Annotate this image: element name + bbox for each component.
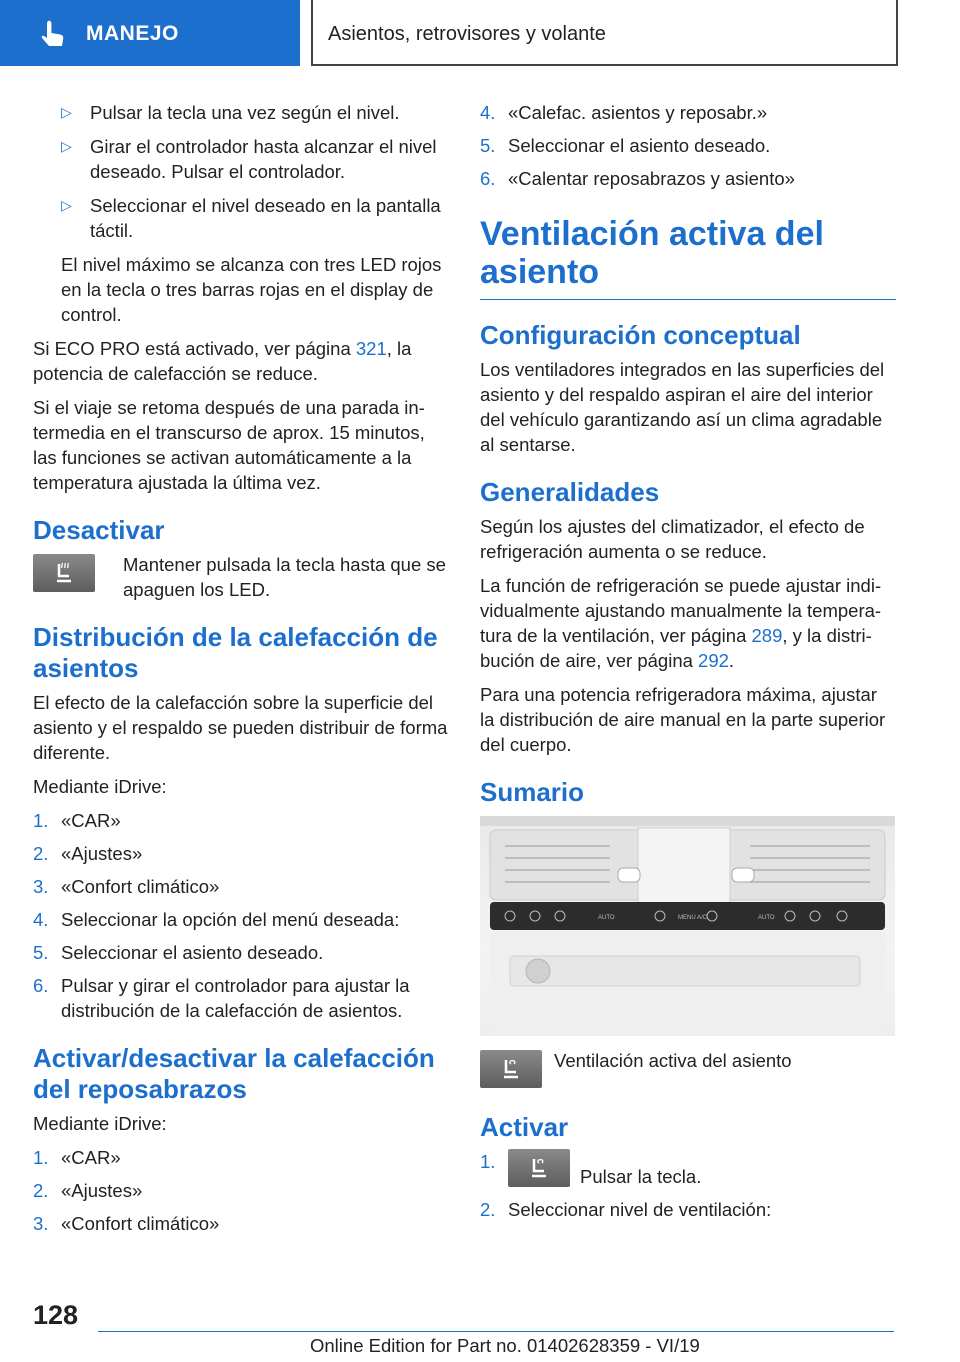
list-item: 6. Pulsar y girar el controlador para ajustar la distribución de la calefacción de asientos.	[33, 975, 410, 1021]
page-link[interactable]: 292	[698, 650, 729, 671]
max-level-note: El nivel máximo se alcanza con tres LED rojos en la tecla o tres barras rojas en el display de control.	[61, 254, 442, 325]
bullet-item: ▷ Seleccionar el nivel deseado en la pantalla táctil.	[61, 195, 441, 241]
list-item: 3. «Confort climático»	[33, 1213, 220, 1234]
photo-button-label: AUTO	[598, 915, 615, 921]
via-idrive: Mediante iDrive:	[33, 776, 167, 797]
footer-rule	[98, 1331, 894, 1332]
heading-summary: Sumario	[480, 777, 585, 807]
right-column	[480, 100, 896, 1230]
climate-panel-illustration	[480, 816, 895, 1036]
deactivate-row	[33, 552, 451, 602]
heading-activate: Activar	[480, 1112, 569, 1142]
general-text-1: Según los ajustes del climatizador, el efecto de refrigeración aumenta o se reduce.	[480, 516, 865, 562]
section-label: MANEJO	[86, 22, 179, 45]
left-column	[33, 100, 451, 1244]
list-item: 4. «Calefac. asientos y reposabr.»	[480, 102, 768, 123]
heading-distribution: Distribución de la calefacción de asientos	[33, 622, 438, 683]
chapter-title: Asientos, retrovisores y volante	[328, 23, 606, 45]
eco-pro-note: Si ECO PRO está activado, ver página 321, la potencia de calefacción se reduce.	[33, 338, 412, 384]
heading-deactivate: Desactivar	[33, 515, 165, 545]
list-item: 4. Seleccionar la opción del menú deseada:	[33, 909, 400, 930]
dashboard-photo	[480, 816, 895, 1036]
summary-caption-row	[480, 1048, 896, 1092]
list-item: 5. Seleccionar el asiento deseado.	[480, 135, 771, 156]
heading-general: Generalidades	[480, 477, 660, 507]
seat-ventilation-key-icon	[480, 1050, 542, 1088]
bullet-item: ▷ Girar el controlador hasta alcanzar el nivel deseado. Pulsar el controlador.	[61, 136, 437, 182]
triangle-bullet-icon: ▷	[61, 138, 72, 154]
section-tab[interactable]	[0, 0, 300, 66]
concept-text: Los ventiladores integrados en las superficies del asiento y del respaldo aspiran el aire del interior del vehículo garantizando así un clima agradable al sentarse.	[480, 359, 885, 455]
page-link[interactable]: 289	[751, 625, 783, 646]
seat-heating-key-icon	[33, 554, 95, 592]
distribution-text: El efecto de la calefacción sobre la superficie del asiento y el respaldo se pueden distribuir de forma diferente.	[33, 692, 448, 763]
photo-button-label: AUTO	[758, 915, 775, 921]
general-text-3: Para una potencia refrigeradora máxima, ajustar la distribución de aire manual en la parte superior del cuerpo.	[480, 684, 886, 755]
list-item: 2. «Ajustes»	[33, 1180, 143, 1201]
list-item: 5. Seleccionar el asiento deseado.	[33, 942, 324, 963]
photo-button-label: MENU A/C	[678, 915, 708, 921]
pointing-hand-icon	[38, 20, 68, 50]
list-item: 1. «CAR»	[33, 810, 121, 831]
list-item: 1. «CAR»	[33, 1147, 121, 1168]
list-item: 3. «Confort climático»	[33, 876, 220, 897]
chapter-header	[311, 0, 898, 66]
triangle-bullet-icon: ▷	[61, 197, 72, 213]
resume-note: Si el viaje se retoma después de una parada intermedia en el transcurso de aprox. 15 minutos, las funciones se activan automáticamente a la temperatura ajustada la última vez.	[33, 397, 425, 493]
section-title: Ventilación activa del asiento	[480, 215, 896, 300]
list-item: 2. «Ajustes»	[33, 843, 143, 864]
summary-caption: Ventilación activa del asiento	[554, 1050, 792, 1071]
seat-ventilation-key-icon	[508, 1149, 570, 1187]
edition-note: Online Edition for Part no. 01402628359 - VI/19	[310, 1335, 700, 1356]
list-item: 1. Pulsar la tecla.	[480, 1151, 702, 1187]
general-text-2: La función de refrigeración se puede ajustar individualmente ajustando manualmente la temperatura de la ventilación, ver página 289, y la distribución de aire, ver página 292.	[480, 575, 882, 671]
list-item: 2. Seleccionar nivel de ventilación:	[480, 1199, 772, 1220]
page-number: 128	[33, 1300, 79, 1330]
via-idrive: Mediante iDrive:	[33, 1113, 167, 1134]
triangle-bullet-icon: ▷	[61, 104, 72, 120]
deactivate-text: Mantener pulsada la tecla hasta que se apaguen los LED.	[123, 554, 446, 600]
heading-armrest: Activar/desactivar la calefacción del reposabrazos	[33, 1043, 435, 1104]
list-item: 6. «Calentar reposabrazos y asiento»	[480, 168, 795, 189]
heading-concept: Configuración conceptual	[480, 320, 801, 350]
page-link[interactable]: 321	[355, 338, 387, 359]
bullet-item: ▷ Pulsar la tecla una vez según el nivel.	[61, 102, 400, 123]
